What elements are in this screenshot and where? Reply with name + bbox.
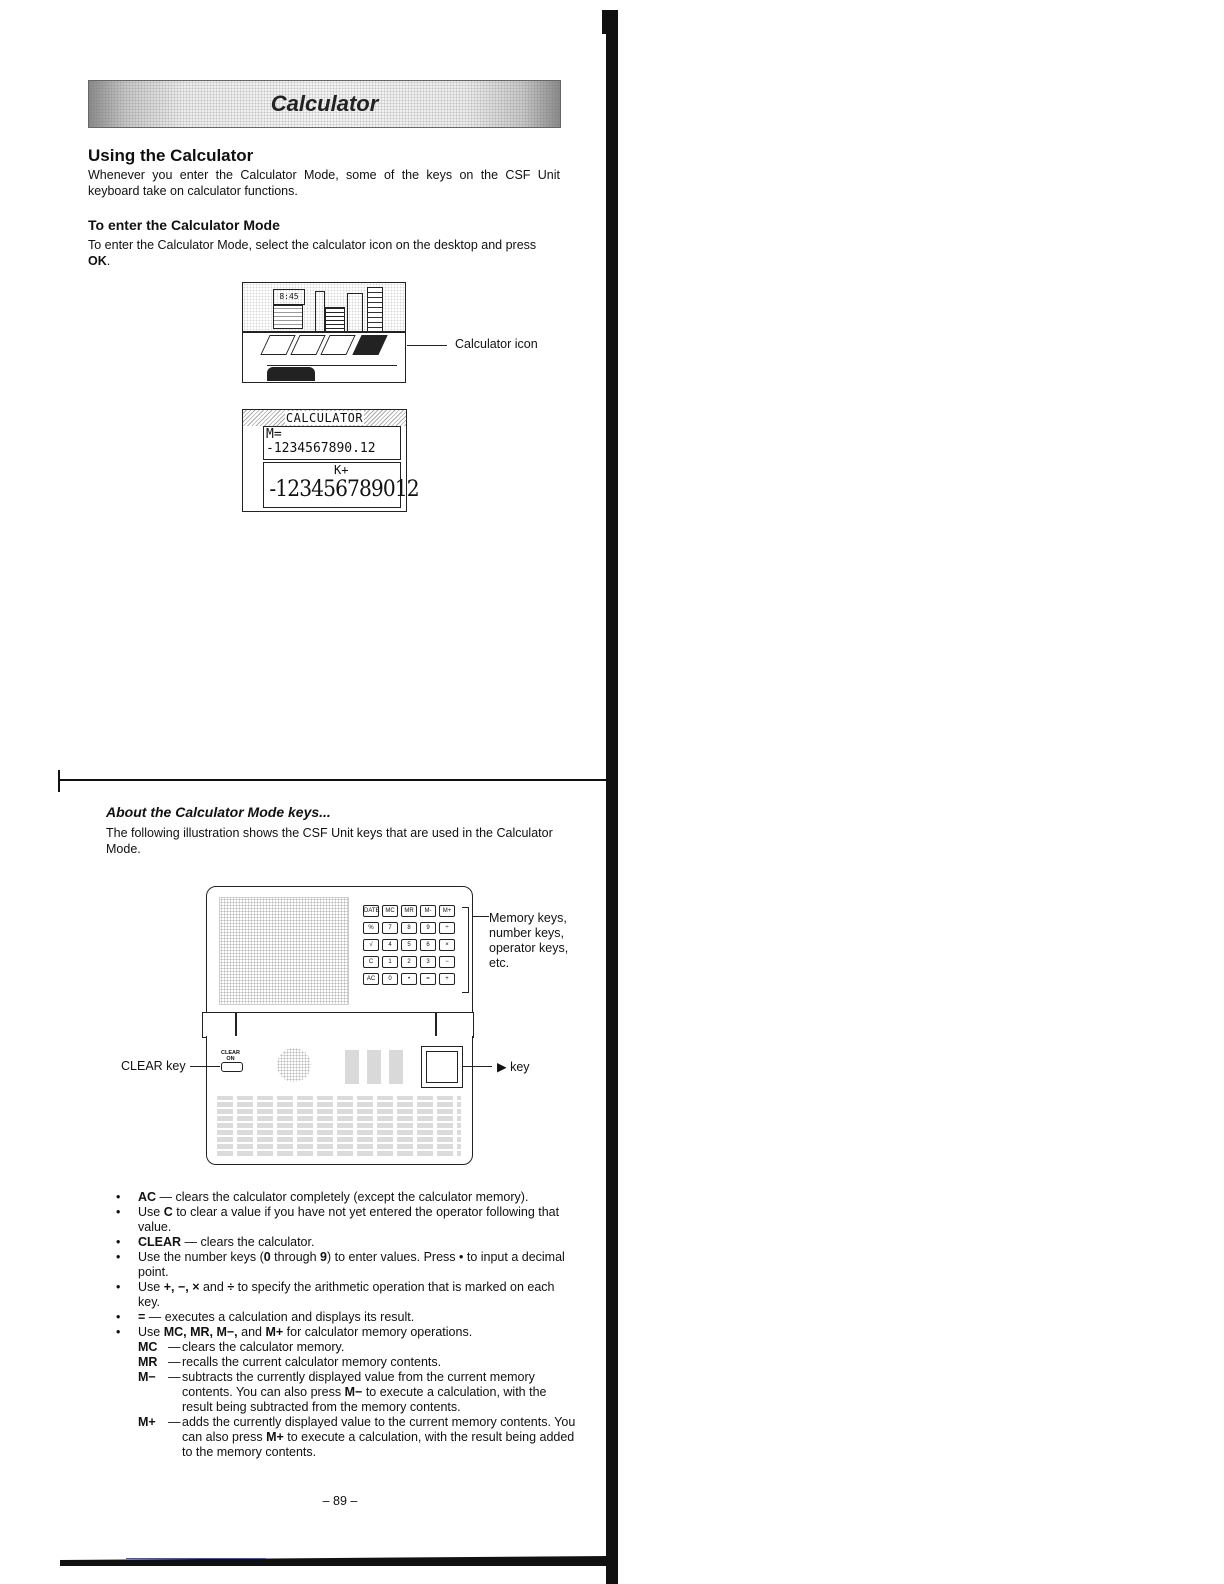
keypad-key: 7 [382, 922, 398, 934]
keypad-key: % [363, 922, 379, 934]
dash: — [168, 1355, 181, 1369]
section-body-enter [88, 237, 560, 269]
scan-artifact-line [126, 1558, 266, 1559]
keypad-key: C [363, 956, 379, 968]
chapter-title: Calculator [270, 91, 379, 116]
list-item [116, 1190, 576, 1205]
item-text: Use [138, 1325, 164, 1339]
keypad-key: • [401, 973, 417, 985]
list-item [116, 1235, 576, 1250]
key-name: +, −, × [163, 1280, 203, 1294]
dash: — [168, 1415, 181, 1429]
speaker-grille [277, 1048, 311, 1082]
item-text: Use the number keys ( [138, 1250, 264, 1264]
list-item [116, 1310, 576, 1325]
memory-keys-label-line: etc. [489, 956, 510, 970]
schedule-icon [320, 335, 355, 355]
section-heading-enter: To enter the Calculator Mode [88, 217, 280, 233]
list-item [116, 1325, 576, 1340]
key-name: 0 [263, 1250, 271, 1264]
hinge-divider-left [235, 1013, 237, 1037]
device-hinge [202, 1012, 474, 1038]
keypad-key: 4 [382, 939, 398, 951]
list-item [116, 1280, 576, 1310]
device-screen [219, 897, 349, 1005]
item-text: to execute a calculation, with the result being subtracted from the memory contents. [182, 1385, 547, 1414]
clear-key-label: CLEAR key [121, 1059, 186, 1073]
keypad-key: M- [420, 905, 436, 917]
item-text: adds the currently displayed value to the current memory contents. You can also press [182, 1415, 576, 1444]
lcd-memory-value: -1234567890.12 [266, 441, 376, 456]
memory-subitem [116, 1415, 576, 1460]
keypad-key: MR [401, 905, 417, 917]
memory-keys-label-line: number keys, [489, 926, 565, 940]
arrow-pad-inner [426, 1051, 458, 1083]
key-name: M+ [265, 1325, 284, 1339]
item-text: for calculator memory operations. [283, 1325, 473, 1339]
key-name: M− [344, 1385, 363, 1399]
enter-text: To enter the Calculator Mode, select the calculator icon on the desktop and press [88, 238, 537, 252]
keypad-key: = [420, 973, 436, 985]
fold-marker [58, 770, 60, 792]
device-lower-half [206, 1036, 473, 1165]
clear-key-caption [221, 1050, 240, 1062]
memory-subitem [116, 1340, 576, 1355]
key-name: C [163, 1205, 173, 1219]
desktop-screen-figure [242, 282, 406, 383]
desk-base [267, 365, 397, 380]
keypad-key: MC [382, 905, 398, 917]
memory-subitem [116, 1370, 576, 1415]
memory-keys-leader [473, 916, 489, 917]
lcd-main-box [263, 462, 419, 508]
keypad-key: × [439, 939, 455, 951]
item-text: Use [138, 1205, 164, 1219]
section-body-using: Whenever you enter the Calculator Mode, some of the keys on the CSF Unit keyboard take on calculator functions. [88, 168, 560, 198]
item-text: and [202, 1280, 228, 1294]
lcd-constant-indicator: K+ [334, 463, 349, 477]
section-heading-about: About the Calculator Mode keys... [106, 804, 331, 820]
item-text: to specify the arithmetic operation that is marked on each key. [138, 1280, 555, 1309]
list-item [116, 1250, 576, 1280]
memory-subitem [116, 1355, 576, 1370]
tower-icon [367, 287, 383, 333]
item-text [182, 1415, 576, 1460]
dash: — [168, 1370, 181, 1384]
key-name: MC, MR, M−, [163, 1325, 238, 1339]
item-text: — clears the calculator. [181, 1235, 315, 1249]
notepad-icon [273, 305, 303, 329]
memory-keys-label-line: operator keys, [489, 941, 569, 955]
files-icon [325, 307, 345, 333]
lcd-memory-box [263, 426, 401, 460]
lcd-title: CALCULATOR [285, 411, 364, 425]
key-name: 9 [320, 1250, 327, 1264]
key-name: M+ [266, 1430, 284, 1444]
keypad-key: 6 [420, 939, 436, 951]
clear-key-caption-on: ON [226, 1056, 235, 1062]
item-text: Use [138, 1280, 164, 1294]
item-text: ) to enter values. Press • to input a decimal point. [138, 1250, 565, 1279]
keypad-key: AC [363, 973, 379, 985]
key-function-list [116, 1190, 576, 1460]
keypad-key: 5 [401, 939, 417, 951]
function-keys [345, 1050, 405, 1084]
desktop-clock: 8:45 [273, 289, 305, 305]
keypad-key: ÷ [439, 922, 455, 934]
lcd-memory-label: M= [266, 427, 282, 442]
page-divider [60, 779, 616, 781]
item-text: recalls the current calculator memory contents. [182, 1355, 442, 1369]
csf-unit-figure [206, 886, 473, 1166]
key-name: MC [138, 1340, 158, 1354]
desk-icons-row [265, 335, 405, 359]
keypad-key: 2 [401, 956, 417, 968]
key-name: M− [138, 1370, 156, 1384]
ok-key-ref: OK [88, 254, 107, 268]
keypad-key: + [439, 973, 455, 985]
keypad-key: 8 [401, 922, 417, 934]
keypad-key: 1 [382, 956, 398, 968]
dash: — [168, 1340, 181, 1354]
binding-edge [606, 10, 618, 1584]
item-text: clears the calculator memory. [182, 1340, 345, 1354]
key-name: AC [138, 1190, 157, 1204]
calculator-icon [352, 335, 387, 355]
calculator-icon-label: Calculator icon [455, 337, 538, 351]
key-name: M+ [138, 1415, 156, 1429]
hinge-divider-right [435, 1013, 437, 1037]
book-icon [315, 291, 325, 333]
keypad-key: DATE [363, 905, 379, 917]
lcd-title-bar [243, 410, 406, 426]
item-text: — clears the calculator completely (except the calculator memory). [156, 1190, 529, 1204]
clear-key [221, 1062, 243, 1072]
key-name: ÷ [227, 1280, 235, 1294]
keypad-key: M+ [439, 905, 455, 917]
calculator-icon-leader [407, 345, 447, 346]
item-text: through [270, 1250, 321, 1264]
chapter-banner [88, 80, 561, 128]
item-text: — executes a calculation and displays its result. [145, 1310, 415, 1324]
item-text: and [237, 1325, 266, 1339]
keypad-bracket [462, 907, 469, 993]
keypad-key: 0 [382, 973, 398, 985]
keyboard-rows [217, 1096, 461, 1156]
item-text: subtracts the currently displayed value from the current memory contents. You can also press [182, 1370, 535, 1399]
arrow-key-leader [462, 1066, 492, 1067]
desk-shelf [243, 331, 405, 333]
section-body-about: The following illustration shows the CSF Unit keys that are used in the Calculator Mode. [106, 826, 553, 856]
lcd-main-value: -123456789012 [269, 477, 419, 502]
arrow-key-label: ▶ key [497, 1060, 530, 1074]
item-text: to clear a value if you have not yet entered the operator following that value. [138, 1205, 560, 1234]
device-upper-half [206, 886, 473, 1014]
clear-key-leader [190, 1066, 220, 1067]
clear-key-caption-clear: CLEAR [221, 1050, 240, 1056]
keypad-key: √ [363, 939, 379, 951]
enter-text-end: . [106, 254, 111, 268]
page-number: – 89 – [322, 1494, 358, 1508]
key-name: = [138, 1310, 146, 1324]
key-name: CLEAR [138, 1235, 182, 1249]
arrow-pad [421, 1046, 463, 1088]
memory-keys-label [489, 911, 568, 971]
item-text: to execute a calculation, with the result being added to the memory contents. [182, 1430, 575, 1459]
keypad-key: 3 [420, 956, 436, 968]
keypad-key: − [439, 956, 455, 968]
memory-keys-label-line: Memory keys, [489, 911, 567, 925]
binder-icon [347, 293, 363, 333]
calculator-lcd-figure [242, 409, 419, 512]
key-name: MR [138, 1355, 158, 1369]
list-item [116, 1205, 576, 1235]
section-heading-using: Using the Calculator [88, 146, 254, 165]
item-text [182, 1370, 576, 1415]
keypad-key: 9 [420, 922, 436, 934]
